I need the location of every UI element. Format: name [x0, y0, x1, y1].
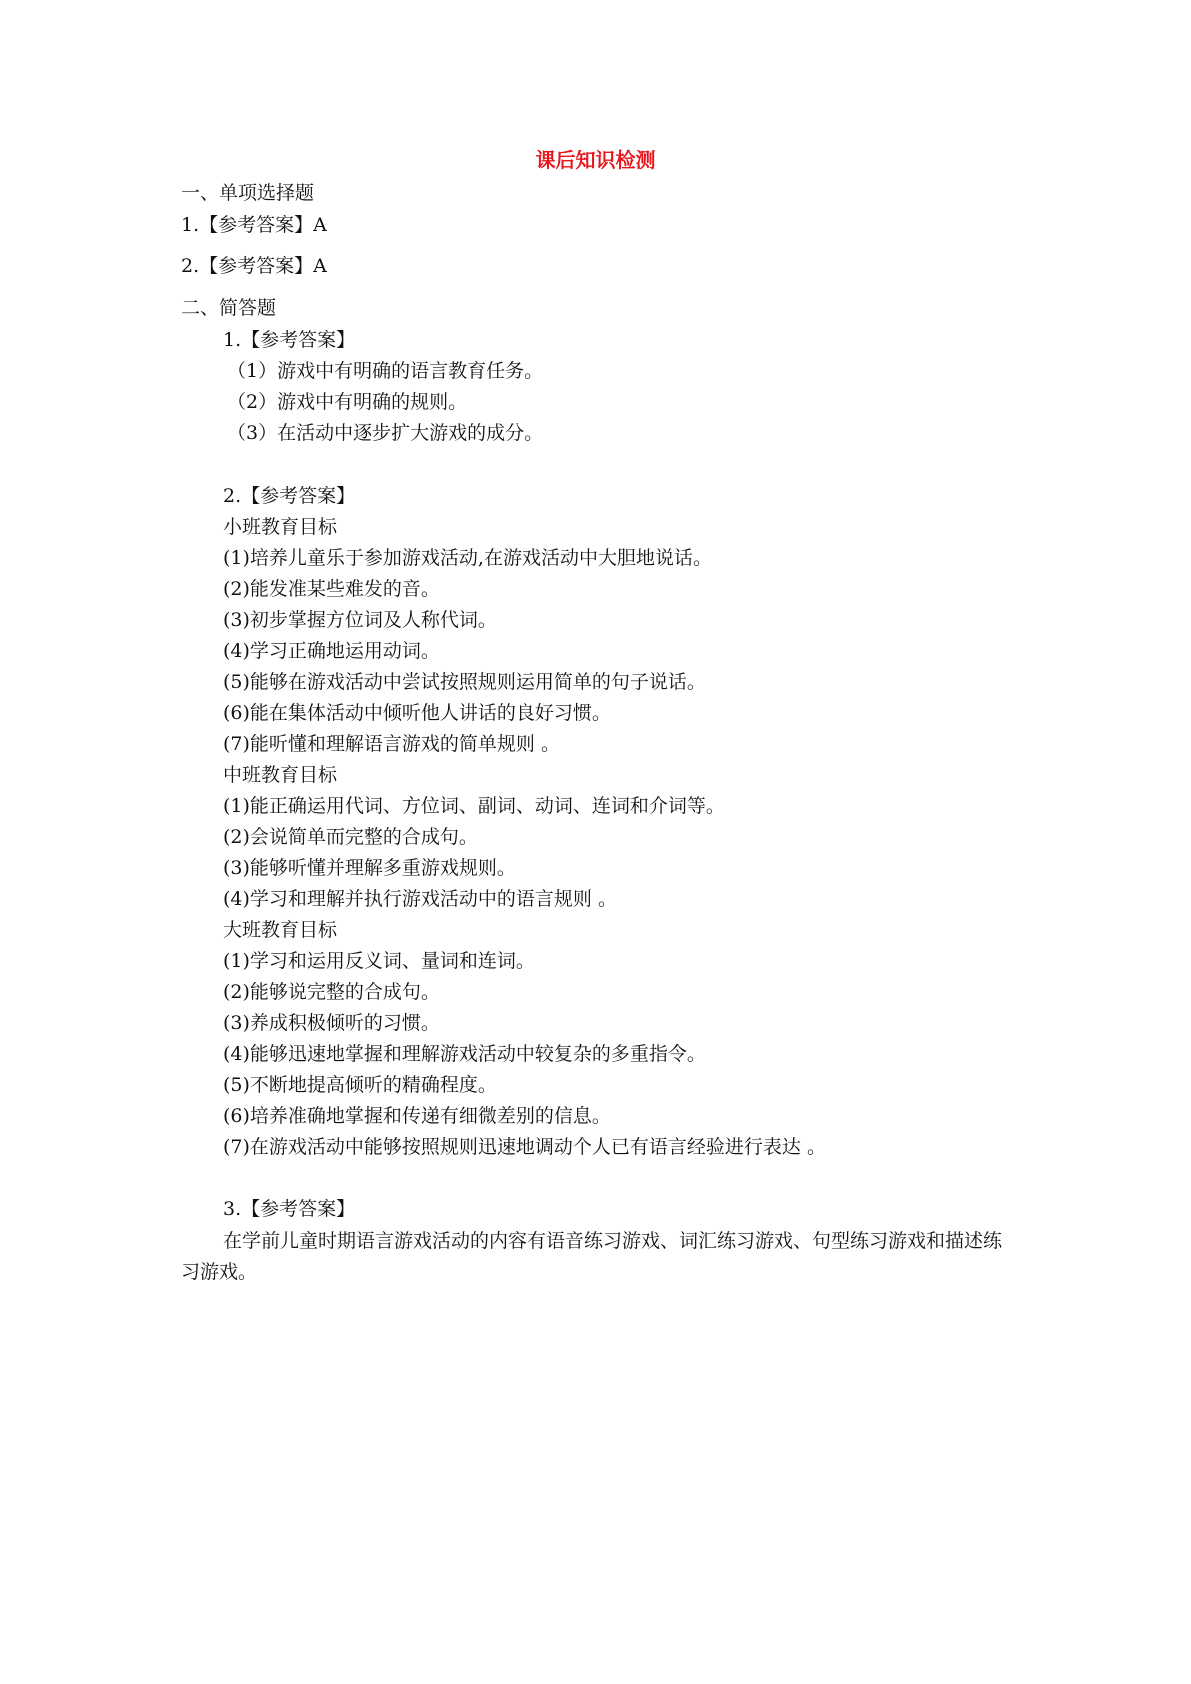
large-class-item: (3)养成积极倾听的习惯。 — [223, 1012, 440, 1034]
large-class-item: (2)能够说完整的合成句。 — [223, 981, 440, 1003]
middle-class-item: (1)能正确运用代词、方位词、副词、动词、连词和介词等。 — [223, 795, 725, 817]
small-class-item: (2)能发准某些难发的音。 — [223, 578, 440, 600]
answer-2: 2.【参考答案】A — [181, 255, 327, 277]
q1-item: （2）游戏中有明确的规则。 — [227, 391, 468, 413]
section-heading-single-choice: 一、单项选择题 — [181, 182, 315, 204]
large-class-item: (5)不断地提高倾听的精确程度。 — [223, 1074, 497, 1096]
small-class-item: (5)能够在游戏活动中尝试按照规则运用简单的句子说话。 — [223, 671, 706, 693]
q1-label: 1.【参考答案】 — [223, 329, 356, 351]
middle-class-item: (4)学习和理解并执行游戏活动中的语言规则 。 — [223, 888, 617, 910]
page-title: 课后知识检测 — [535, 148, 656, 172]
q1-item: （3）在活动中逐步扩大游戏的成分。 — [227, 422, 544, 444]
large-class-item: (6)培养准确地掌握和传递有细微差别的信息。 — [223, 1105, 611, 1127]
small-class-item: (7)能听懂和理解语言游戏的简单规则 。 — [223, 733, 560, 755]
middle-class-item: (2)会说简单而完整的合成句。 — [223, 826, 478, 848]
middle-class-heading: 中班教育目标 — [223, 764, 338, 786]
q3-label: 3.【参考答案】 — [223, 1198, 356, 1220]
q1-item: （1）游戏中有明确的语言教育任务。 — [227, 360, 544, 382]
section-heading-short-answer: 二、简答题 — [181, 297, 277, 319]
answer-1: 1.【参考答案】A — [181, 214, 327, 236]
large-class-item: (4)能够迅速地掌握和理解游戏活动中较复杂的多重指令。 — [223, 1043, 706, 1065]
small-class-heading: 小班教育目标 — [223, 516, 338, 538]
small-class-item: (3)初步掌握方位词及人称代词。 — [223, 609, 497, 631]
small-class-item: (4)学习正确地运用动词。 — [223, 640, 440, 662]
q3-answer-paragraph: 在学前儿童时期语言游戏活动的内容有语音练习游戏、词汇练习游戏、句型练习游戏和描述练习游戏。 — [181, 1230, 1003, 1283]
large-class-item: (1)学习和运用反义词、量词和连词。 — [223, 950, 535, 972]
large-class-item: (7)在游戏活动中能够按照规则迅速地调动个人已有语言经验进行表达 。 — [223, 1136, 826, 1158]
small-class-item: (1)培养儿童乐于参加游戏活动,在游戏活动中大胆地说话。 — [223, 547, 712, 569]
small-class-item: (6)能在集体活动中倾听他人讲话的良好习惯。 — [223, 702, 611, 724]
middle-class-item: (3)能够听懂并理解多重游戏规则。 — [223, 857, 516, 879]
q2-label: 2.【参考答案】 — [223, 485, 356, 507]
large-class-heading: 大班教育目标 — [223, 919, 338, 941]
